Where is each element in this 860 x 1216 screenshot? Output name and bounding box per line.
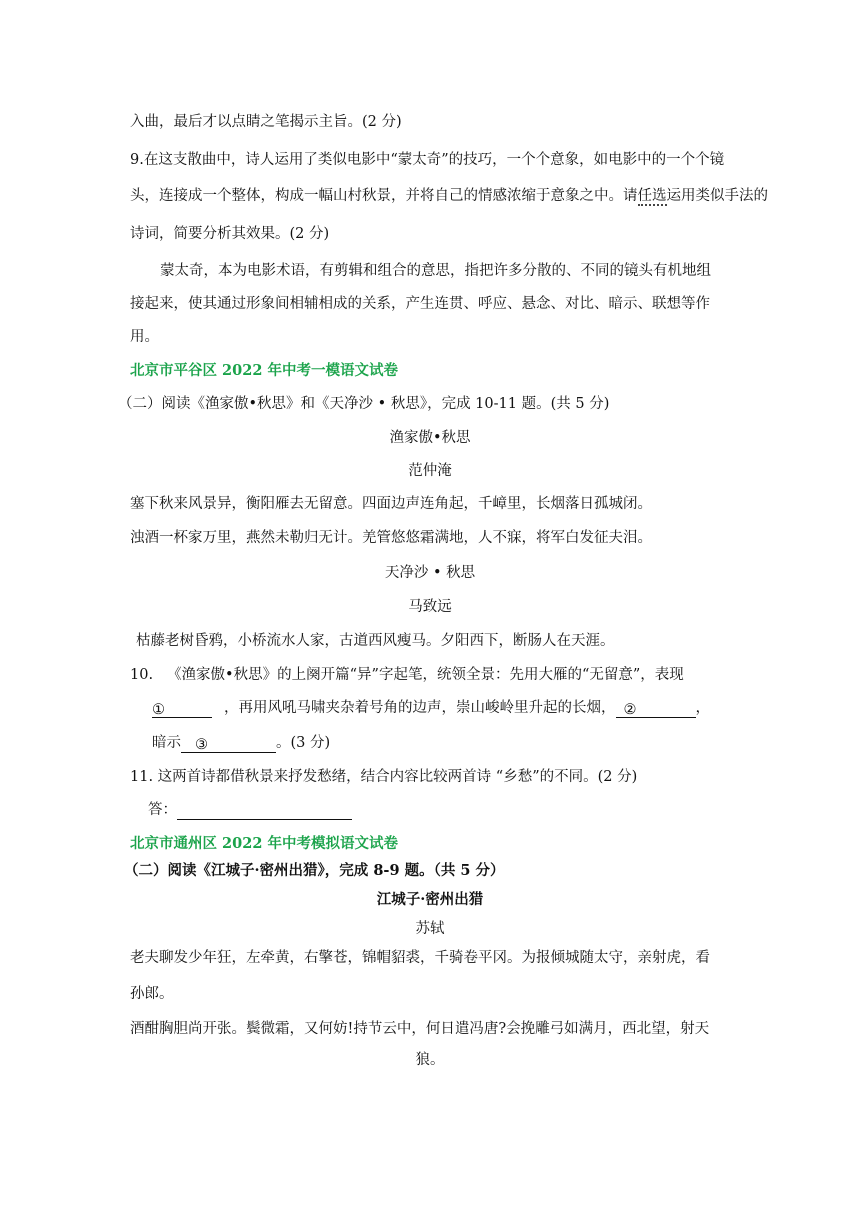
part-instruction: （二）阅读《江城子·密州出猎》，完成 8-9 题。（共 5 分） — [124, 862, 505, 879]
poem-title: 江城子·密州出猎 — [376, 891, 484, 908]
poem-author: 马致远 — [408, 599, 452, 615]
section-heading-tongzhou: 北京市通州区 2022 年中考模拟语文试卷 — [130, 835, 398, 852]
poem-line: 浊酒一杯家万里，燕然未勒归无计。羌管悠悠霜满地，人不寐，将军白发征夫泪。 — [130, 530, 652, 546]
poem-line: 塞下秋来风景异，衡阳雁去无留意。四面边声连角起，千嶂里，长烟落日孤城闭。 — [130, 496, 652, 512]
section-heading-pinggu: 北京市平谷区 2022 年中考一模语文试卷 — [130, 362, 398, 379]
question-10-line2: ① ，再用风吼马啸夹杂着号角的边声，崇山峻岭里升起的长烟， ② ， — [152, 700, 710, 718]
poem-line: 狼。 — [415, 1052, 445, 1068]
answer-blank[interactable] — [177, 802, 352, 820]
answer-blank-3[interactable]: ③ — [181, 735, 276, 753]
question-9-line2: 头，连接成一个整体，构成一幅山村秋景，并将自己的情感浓缩于意象之中。请任选运用类似手法的 — [130, 188, 768, 204]
text-line: 入曲，最后才以点睛之笔揭示主旨。(2 分) — [130, 114, 402, 130]
question-9-line3: 诗词，简要分析其效果。(2 分) — [130, 226, 330, 242]
answer-blank-2[interactable]: ② — [616, 700, 696, 718]
poem-author: 苏轼 — [415, 921, 445, 937]
note-line1: 蒙太奇，本为电影术语，有剪辑和组合的意思，指把许多分散的、不同的镜头有机地组 — [160, 263, 711, 279]
poem-author: 范仲淹 — [408, 463, 452, 479]
answer-blank-1[interactable]: ① — [152, 700, 212, 718]
note-line2: 接起来，使其通过形象间相辅相成的关系，产生连贯、呼应、悬念、对比、暗示、联想等作 — [130, 296, 710, 312]
question-10-line3: 暗示 ③ 。(3 分) — [152, 735, 331, 753]
poem-line: 酒酣胸胆尚开张。鬓微霜，又何妨!持节云中，何日遣冯唐?会挽雕弓如满月，西北望，射天 — [130, 1021, 710, 1037]
poem-line: 枯藤老树昏鸦，小桥流水人家，古道西风瘦马。夕阳西下，断肠人在天涯。 — [136, 633, 615, 649]
question-10-line1: 10. 《渔家傲•秋思》的上阕开篇“异”字起笔，统领全景：先用大雁的“无留意”，表现 — [130, 667, 684, 683]
question-9-line1: 9.在这支散曲中，诗人运用了类似电影中“蒙太奇”的技巧，一个个意象，如电影中的一个个镜 — [130, 152, 725, 168]
poem-line: 孙郎。 — [130, 986, 174, 1002]
part-instruction: （二）阅读《渔家傲•秋思》和《天净沙 • 秋思》，完成 10-11 题。(共 5 分) — [118, 396, 610, 412]
poem-line: 老夫聊发少年狂，左牵黄，右擎苍，锦帽貂裘，千骑卷平冈。为报倾城随太守，亲射虎，看 — [130, 950, 710, 966]
answer-line: 答： — [148, 800, 352, 820]
emphasis-dotted: 任选 — [637, 188, 667, 204]
poem-title: 天净沙 • 秋思 — [384, 565, 476, 581]
question-11: 11. 这两首诗都借秋景来抒发愁绪，结合内容比较两首诗 “乡愁”的不同。(2 分) — [130, 769, 638, 785]
poem-title: 渔家傲•秋思 — [389, 430, 471, 446]
note-line3: 用。 — [130, 329, 159, 345]
